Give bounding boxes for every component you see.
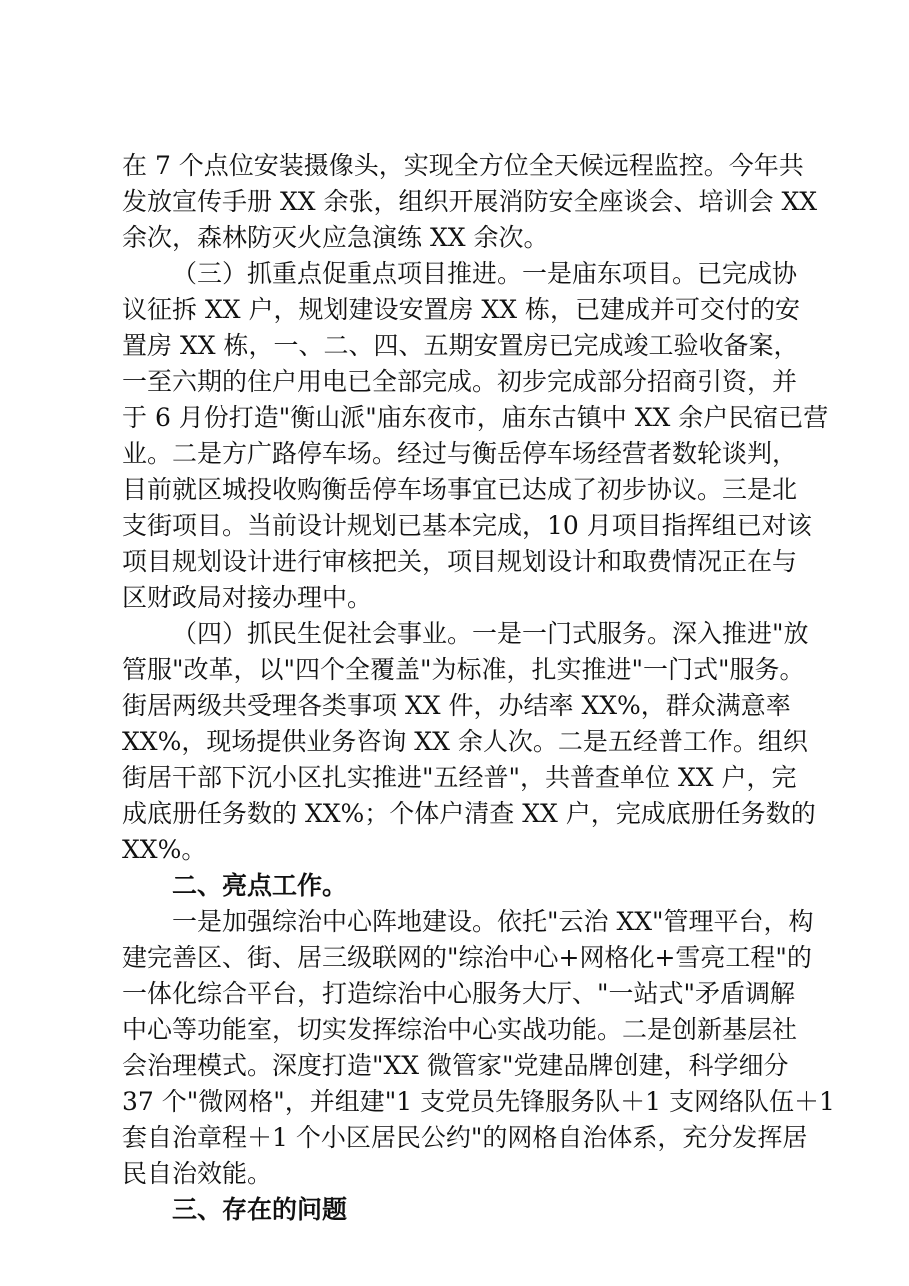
section-heading: 二、亮点工作。 [172, 871, 348, 900]
section-heading-line: （四）抓民生促社会事业。一是一门式服务。深入推进"放 [172, 619, 809, 648]
body-line: XX%，现场提供业务咨询 XX 余人次。二是五经普工作。组织 [122, 727, 808, 756]
body-line: 民自治效能。 [122, 1159, 273, 1188]
body-line: 建完善区、街、居三级联网的"综治中心+网格化+雪亮工程"的 [122, 943, 812, 972]
body-line: 支街项目。当前设计规划已基本完成，10 月项目指挥组已对该 [122, 511, 812, 540]
body-line: XX%。 [122, 835, 207, 864]
section-heading-line: （三）抓重点促重点项目推进。一是庙东项目。已完成协 [172, 259, 798, 288]
body-line: 一体化综合平台，打造综治中心服务大厅、"一站式"矛盾调解 [122, 979, 796, 1008]
body-line: 会治理模式。深度打造"XX 微管家"党建品牌创建，科学细分 [122, 1051, 789, 1080]
body-line: 发放宣传手册 XX 余张，组织开展消防安全座谈会、培训会 XX [122, 187, 818, 216]
body-line: 街居干部下沉小区扎实推进"五经普"，共普查单位 XX 户，完 [122, 763, 797, 792]
body-line: 管服"改革，以"四个全覆盖"为标准，扎实推进"一门式"服务。 [122, 655, 805, 684]
body-line: 项目规划设计进行审核把关，项目规划设计和取费情况正在与 [122, 547, 798, 576]
body-line: 街居两级共受理各类事项 XX 件，办结率 XX%，群众满意率 [122, 691, 791, 720]
body-line: 在 7 个点位安装摄像头，实现全方位全天候远程监控。今年共 [122, 151, 804, 180]
body-line: 议征拆 XX 户，规划建设安置房 XX 栋，已建成并可交付的安 [122, 295, 800, 324]
body-line: 置房 XX 栋，一、二、四、五期安置房已完成竣工验收备案， [122, 331, 799, 360]
body-line: 套自治章程＋1 个小区居民公约"的网格自治体系，充分发挥居 [122, 1123, 808, 1152]
body-line: 成底册任务数的 XX%；个体户清查 XX 户，完成底册任务数的 [122, 799, 816, 828]
body-line: 一至六期的住户用电已全部完成。初步完成部分招商引资，并 [122, 367, 798, 396]
section-heading: 三、存在的问题 [172, 1195, 348, 1224]
body-line: 中心等功能室，切实发挥综治中心实战功能。二是创新基层社 [122, 1015, 798, 1044]
body-line: 区财政局对接办理中。 [122, 583, 373, 612]
body-line: 业。二是方广路停车场。经过与衡岳停车场经营者数轮谈判， [122, 439, 798, 468]
body-line: 余次，森林防灭火应急演练 XX 余次。 [122, 223, 549, 252]
body-line: 37 个"微网格"，并组建"1 支党员先锋服务队＋1 支网络队伍＋1 [122, 1087, 835, 1116]
body-line: 目前就区城投收购衡岳停车场事宜已达成了初步协议。三是北 [122, 475, 798, 504]
body-line: 于 6 月份打造"衡山派"庙东夜市，庙东古镇中 XX 余户民宿已营 [122, 403, 829, 432]
body-line: 一是加强综治中心阵地建设。依托"云治 XX"管理平台，构 [172, 907, 814, 936]
